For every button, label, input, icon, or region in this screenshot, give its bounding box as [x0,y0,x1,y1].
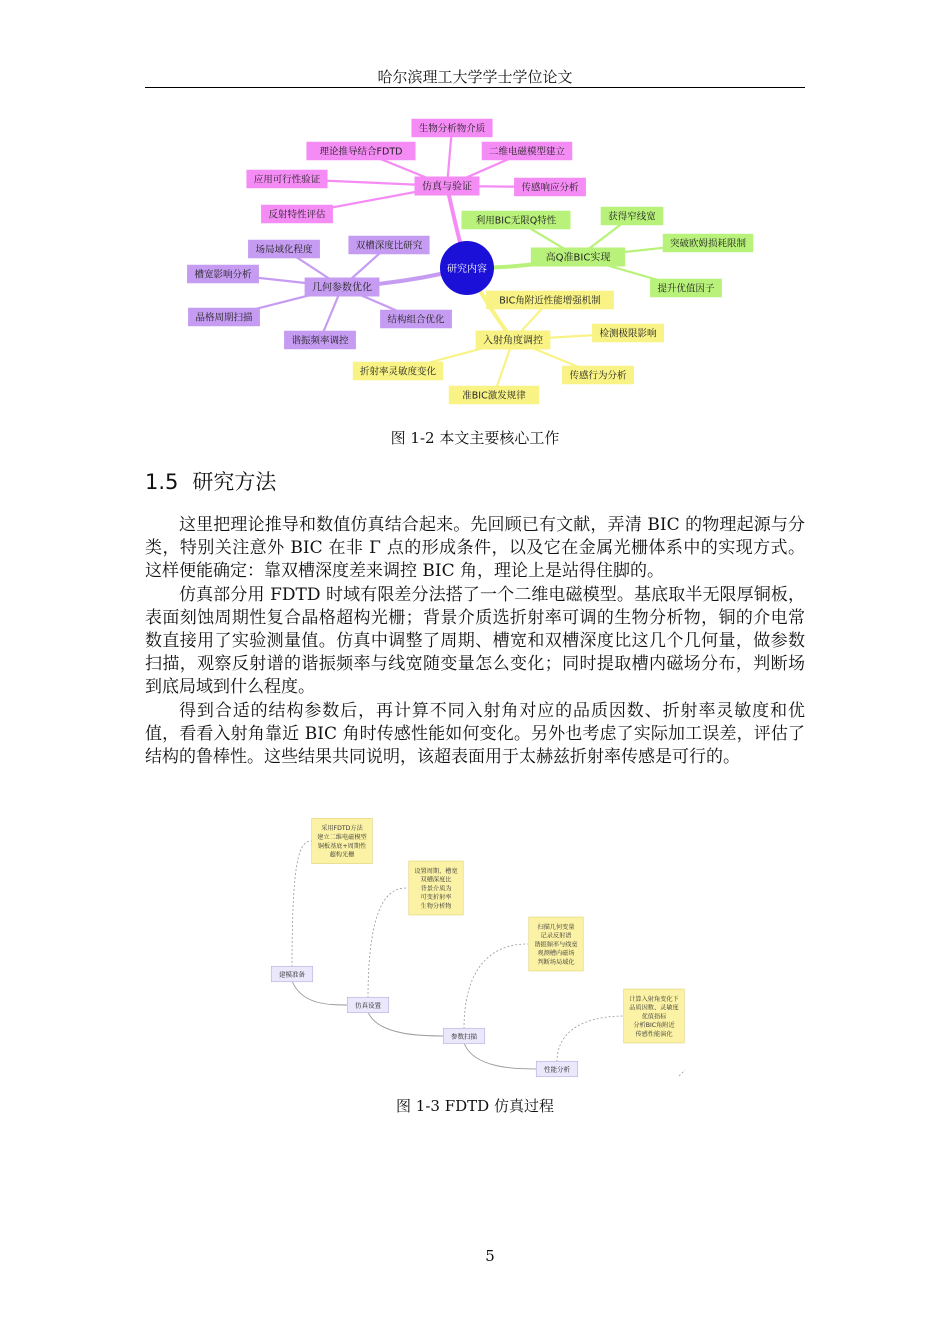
header-rule [145,87,805,88]
flow-note-box [624,989,685,1043]
flow-note-connector [292,841,314,967]
svg-text:性能分析: 性能分析 [544,1065,570,1074]
svg-text:背景介质为: 背景介质为 [420,885,452,893]
mindmap-leaf-node [348,236,429,255]
svg-text:分析BIC角附近: 分析BIC角附近 [633,1022,675,1030]
mindmap-leaf-node [306,142,415,161]
mindmap-leaf-node [601,207,664,226]
mindmap-branch-node [476,331,551,350]
svg-text:入射角度调控: 入射角度调控 [483,335,543,347]
flow-connector [292,981,350,1005]
svg-text:槽宽影响分析: 槽宽影响分析 [194,269,252,281]
svg-text:检测极限影响: 检测极限影响 [599,328,657,340]
svg-text:参数扫描: 参数扫描 [451,1032,477,1041]
svg-text:场局域化程度: 场局域化程度 [255,244,313,256]
svg-text:高Q准BIC实现: 高Q准BIC实现 [545,252,611,264]
body-text [145,514,805,769]
svg-text:突破欧姆损耗限制: 突破欧姆损耗限制 [669,238,747,250]
flow-note-box [409,861,464,915]
svg-text:几何参数优化: 几何参数优化 [312,282,372,294]
flow-note-connector [464,944,528,1029]
flow-connector [368,1012,446,1036]
mindmap-figure [160,112,800,412]
mindmap-leaf-node [411,119,492,138]
flow-note-connector [557,1016,626,1062]
svg-text:仿真设置: 仿真设置 [355,1001,381,1010]
mindmap-leaf-node [261,205,333,224]
svg-text:建立二维电磁模型: 建立二维电磁模型 [317,834,367,841]
mindmap-leaf-node [353,362,443,381]
mindmap-leaf-node [380,310,452,329]
svg-text:双槽深度比研究: 双槽深度比研究 [355,240,423,252]
paragraph: 得到合适的结构参数后，再计算不同入射角对应的品质因数、折射率灵敏度和优值，看看入射角靠近 BIC 角时传感性能如何变化。另外也考虑了实际加工误差，评估了结构的鲁棒性。这些结果共同说明，该超表面用于太赫兹折射率传感是可行的。 [145,700,805,768]
svg-text:研究内容: 研究内容 [447,264,487,275]
svg-text:品质因数、灵敏度: 品质因数、灵敏度 [629,1004,679,1012]
flow-step-node [536,1061,577,1077]
flow-step-node [443,1028,484,1044]
section-title: 研究方法 [192,470,277,494]
svg-text:BIC角附近性能增强机制: BIC角附近性能增强机制 [499,295,601,307]
flow-note-box [529,917,584,971]
mindmap-leaf-node [461,211,570,230]
svg-text:理论推导结合FDTD: 理论推导结合FDTD [319,146,403,158]
svg-text:应用可行性验证: 应用可行性验证 [253,174,321,186]
svg-text:计算入射角变化下: 计算入射角变化下 [629,995,679,1003]
svg-text:结构组合优化: 结构组合优化 [387,314,445,326]
mindmap-leaf-node [187,265,259,284]
running-header: 哈尔滨理工大学学士学位论文 [377,68,573,86]
svg-text:谐振频率调控: 谐振频率调控 [291,335,349,347]
svg-text:铜板基底+周期性: 铜板基底+周期性 [317,842,367,850]
svg-text:二维电磁模型建立: 二维电磁模型建立 [488,146,566,158]
mindmap-leaf-node [486,291,614,310]
flow-note-box [312,818,373,863]
svg-text:可变折射率: 可变折射率 [420,894,452,902]
svg-text:利用BIC无限Q特性: 利用BIC无限Q特性 [475,215,557,227]
svg-text:记录反射谱: 记录反射谱 [540,932,572,940]
svg-text:优值指标: 优值指标 [641,1013,667,1021]
flow-connector [464,1043,539,1069]
mindmap-leaf-node [248,240,320,259]
mindmap-leaf-node [562,366,634,385]
mindmap-leaf-node [246,170,327,189]
svg-text:获得窄线宽: 获得窄线宽 [608,211,656,223]
svg-text:生物分析物介质: 生物分析物介质 [418,123,486,135]
svg-text:传感响应分析: 传感响应分析 [521,182,579,194]
mindmap-leaf-node [592,324,664,343]
mindmap-leaf-node [514,178,586,197]
flow-note-connector [368,888,408,998]
paragraph: 这里把理论推导和数值仿真结合起来。先回顾已有文献，弄清 BIC 的物理起源与分类，特别关注意外 BIC 在非 Γ 点的形成条件，以及它在金属光栅体系中的实现方式。这样便能确定：靠双槽深度差来调控 BIC 角，理论上是站得住脚的。 [145,515,805,582]
svg-text:传感行为分析: 传感行为分析 [569,370,627,382]
mindmap-leaf-node [284,331,356,350]
svg-text:设置周期、槽宽: 设置周期、槽宽 [414,867,458,875]
svg-text:提升优值因子: 提升优值因子 [657,283,715,295]
flow-step-node [347,997,388,1013]
svg-text:谐振频率与线宽: 谐振频率与线宽 [534,941,578,949]
svg-text:扫描几何变量: 扫描几何变量 [537,923,575,931]
svg-text:反射特性评估: 反射特性评估 [268,209,326,221]
flow-note-connector [679,1070,685,1076]
figure-caption-1-3: 图 1-3 FDTD 仿真过程 [396,1097,554,1115]
mindmap-branch-node [305,278,380,297]
section-heading [145,466,276,496]
svg-text:建模准备: 建模准备 [279,970,305,979]
paragraph: 仿真部分用 FDTD 时域有限差分法搭了一个二维电磁模型。基底取半无限厚铜板，表面刻蚀周期性复合晶格超构光栅；背景介质选折射率可调的生物分析物，铜的介电常数直接用了实验测量值。仿真中调整了周期、槽宽和双槽深度比这几个几何量，做参数扫描，观察反射谱的谐振频率与线宽随变量怎么变化；同时提取槽内磁场分布，判断场到底局域到什么程度。 [145,584,805,698]
svg-text:晶格周期扫描: 晶格周期扫描 [195,312,253,324]
mindmap-leaf-node [482,142,572,161]
svg-text:折射率灵敏度变化: 折射率灵敏度变化 [359,366,437,378]
mindmap-center-node [440,241,494,295]
svg-text:仿真与验证: 仿真与验证 [422,181,472,193]
section-number: 1.5 [145,470,179,494]
svg-text:采用FDTD方法: 采用FDTD方法 [321,825,363,833]
flow-figure [265,808,695,1083]
flow-step-node [271,966,312,982]
mindmap-leaf-node [188,308,260,327]
mindmap-leaf-node [663,234,753,253]
svg-text:准BIC激发规律: 准BIC激发规律 [462,390,526,402]
svg-text:超构光栅: 超构光栅 [329,851,355,859]
svg-text:双槽深度比: 双槽深度比 [420,876,452,884]
mindmap-branch-node [531,248,625,267]
svg-text:判断场局域化: 判断场局域化 [537,959,575,966]
mindmap-leaf-node [650,279,722,298]
svg-text:传感性能演化: 传感性能演化 [635,1031,673,1038]
svg-text:观测槽内磁场: 观测槽内磁场 [537,950,575,958]
page-number: 5 [485,1247,495,1265]
mindmap-branch-node [415,177,480,196]
mindmap-leaf-node [449,386,539,405]
figure-caption-1-2: 图 1-2 本文主要核心工作 [390,429,560,447]
svg-text:生物分析物: 生物分析物 [420,903,452,910]
